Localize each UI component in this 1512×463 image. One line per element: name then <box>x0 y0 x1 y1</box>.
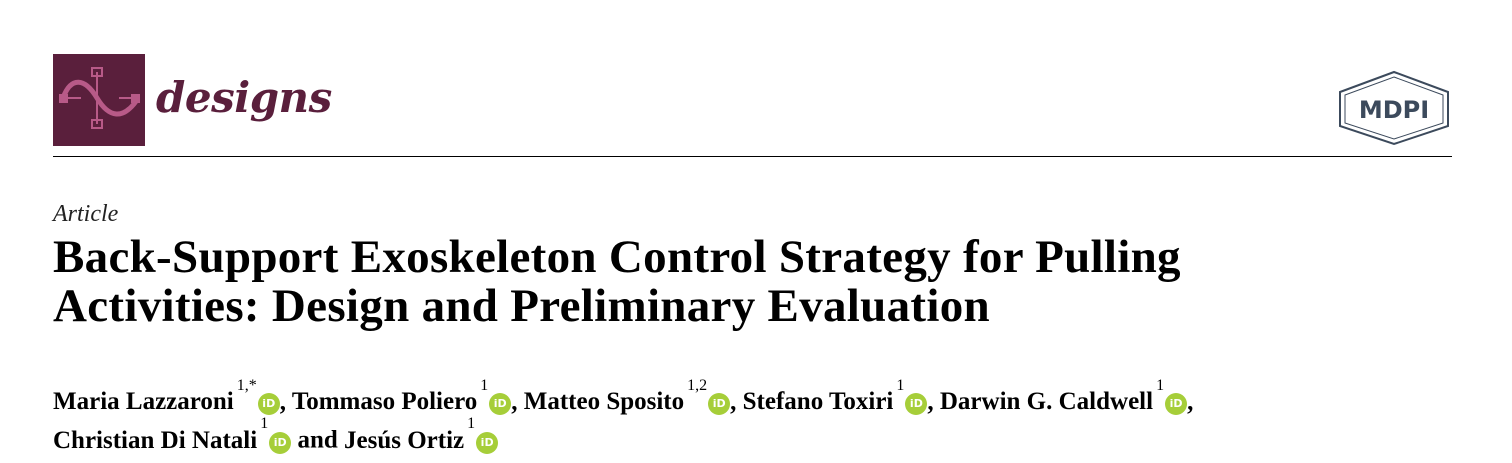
author-affiliation: 1 <box>480 377 489 394</box>
header-divider <box>53 156 1452 157</box>
separator: , <box>927 388 934 416</box>
author-name: Jesús Ortiz <box>344 426 465 454</box>
author <box>523 377 730 416</box>
author-line <box>53 415 1453 456</box>
separator: , <box>511 388 518 416</box>
author <box>742 377 928 416</box>
publisher-name: MDPI <box>1358 96 1430 124</box>
orcid-icon[interactable]: iD <box>489 393 511 415</box>
mdpi-hexagon-logo <box>1336 70 1452 146</box>
article-type: Article <box>53 201 119 227</box>
separator: , <box>730 388 737 416</box>
article-title <box>53 233 1353 331</box>
author-name: Darwin G. Caldwell <box>939 388 1154 416</box>
separator: , <box>279 388 286 416</box>
journal-name: designs <box>156 73 332 122</box>
author-affiliation: 1,* <box>236 377 257 394</box>
bezier-curve-icon <box>53 54 145 146</box>
publisher-logo <box>1336 70 1452 146</box>
author-affiliation: 1 <box>467 415 476 433</box>
author-affiliation: 1 <box>1156 377 1165 394</box>
author-list <box>53 377 1453 457</box>
author <box>939 377 1187 416</box>
author-name: Matteo Sposito <box>523 388 685 416</box>
author-affiliation: 1 <box>896 377 905 394</box>
author-name: Maria Lazzaroni <box>53 388 234 416</box>
author-affiliation: 1,2 <box>687 377 708 394</box>
orcid-icon[interactable]: iD <box>269 432 291 454</box>
author-name: Christian Di Natali <box>53 426 258 454</box>
orcid-icon[interactable]: iD <box>708 393 730 415</box>
conjunction: and <box>297 426 338 454</box>
author <box>53 415 291 454</box>
separator: , <box>1187 388 1194 416</box>
orcid-icon[interactable]: iD <box>258 393 280 415</box>
orcid-icon[interactable]: iD <box>1165 393 1187 415</box>
author <box>291 377 511 416</box>
author <box>53 377 280 416</box>
author-line <box>53 377 1453 418</box>
journal-logo <box>53 54 145 146</box>
title-line: Activities: Design and Preliminary Evaluation <box>53 280 990 332</box>
author <box>344 415 498 454</box>
orcid-icon[interactable]: iD <box>905 393 927 415</box>
author-name: Stefano Toxiri <box>742 388 894 416</box>
author-affiliation: 1 <box>260 415 269 433</box>
author-name: Tommaso Poliero <box>291 388 478 416</box>
orcid-icon[interactable]: iD <box>476 432 498 454</box>
title-line: Back-Support Exoskeleton Control Strategy for Pulling <box>53 231 1181 283</box>
